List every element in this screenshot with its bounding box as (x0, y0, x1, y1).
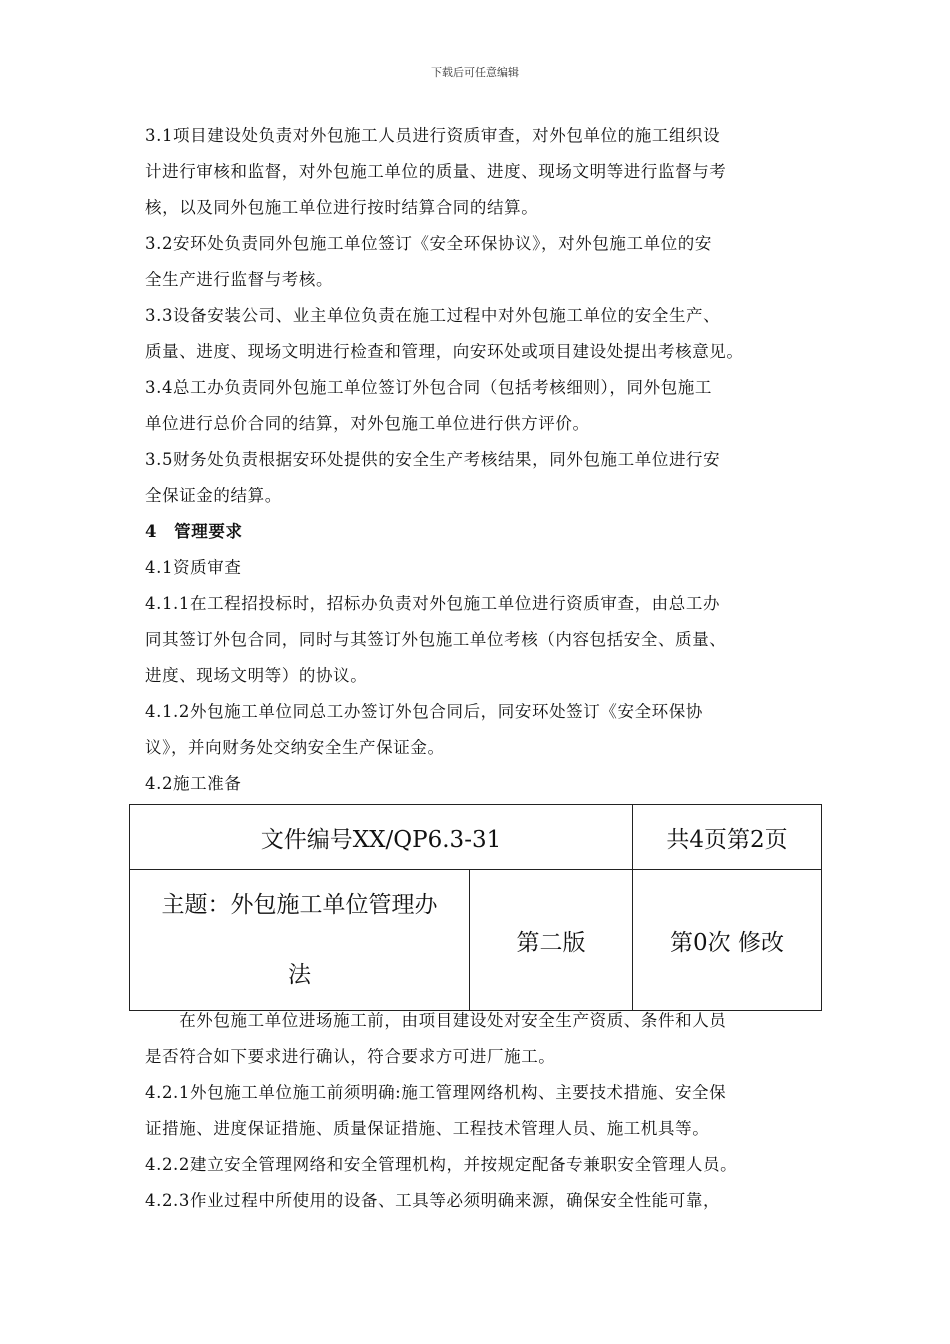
text-line: 3.1项目建设处负责对外包施工人员进行资质审查，对外包单位的施工组织设 (145, 126, 721, 145)
text-line: 在外包施工单位进场施工前，由项目建设处对安全生产资质、条件和人员 (145, 1011, 727, 1030)
file-number-cell: 文件编号XX/QP6.3-31 (130, 805, 633, 870)
text-line: 计进行审核和监督，对外包施工单位的质量、进度、现场文明等进行监督与考 (145, 162, 727, 181)
text-line: 全保证金的结算。 (145, 486, 282, 505)
paragraph-4-1-2 (145, 694, 815, 766)
text-line: 证措施、进度保证措施、质量保证措施、工程技术管理人员、施工机具等。 (145, 1119, 710, 1138)
paragraph-3-2 (145, 226, 815, 298)
text-line: 进度、现场文明等）的协议。 (145, 666, 368, 685)
text-line: 3.5财务处负责根据安环处提供的安全生产考核结果，同外包施工单位进行安 (145, 450, 721, 469)
paragraph-4-1-1 (145, 586, 815, 694)
paragraph-3-3 (145, 298, 815, 370)
paragraph-4-2-2 (145, 1147, 815, 1183)
document-control-table (129, 804, 822, 1011)
page-header-note: 下载后可任意编辑 (431, 66, 519, 79)
paragraph-3-5 (145, 442, 815, 514)
text-line: 同其签订外包合同，同时与其签订外包施工单位考核（内容包括安全、质量、 (145, 630, 727, 649)
paragraph-4-2-1 (145, 1075, 815, 1147)
subject-line: 主题：外包施工单位管理办 (161, 892, 438, 918)
text-line: 3.2安环处负责同外包施工单位签订《安全环保协议》，对外包施工单位的安 (145, 234, 712, 253)
paragraph-4-2-intro (145, 1003, 815, 1075)
paragraph-3-1 (145, 118, 815, 226)
subsection-4-2 (145, 766, 815, 802)
text-line: 4.1.1在工程招投标时，招标办负责对外包施工单位进行资质审查，由总工办 (145, 594, 721, 613)
text-line: 单位进行总价合同的结算，对外包施工单位进行供方评价。 (145, 414, 590, 433)
paragraph-3-4 (145, 370, 815, 442)
page-count-cell: 共4页第2页 (633, 805, 822, 870)
text-line: 4.2.1外包施工单位施工前须明确:施工管理网络机构、主要技术措施、安全保 (145, 1083, 727, 1102)
edition-cell: 第二版 (470, 870, 633, 1011)
text-line: 是否符合如下要求进行确认，符合要求方可进厂施工。 (145, 1047, 556, 1066)
paragraph-4-2-3 (145, 1183, 815, 1219)
subject-line: 法 (288, 962, 311, 988)
subsection-4-1 (145, 550, 815, 586)
text-line: 3.3设备安装公司、业主单位负责在施工过程中对外包施工单位的安全生产、 (145, 306, 721, 325)
revision-cell: 第0次 修改 (633, 870, 822, 1011)
text-line: 4.2.2建立安全管理网络和安全管理机构，并按规定配备专兼职安全管理人员。 (145, 1155, 738, 1174)
subject-cell (130, 870, 470, 1011)
text-line: 4.2施工准备 (145, 774, 242, 793)
text-line: 议》，并向财务处交纳安全生产保证金。 (145, 738, 445, 757)
text-line: 4.2.3作业过程中所使用的设备、工具等必须明确来源，确保安全性能可靠， (145, 1191, 721, 1210)
text-line: 质量、进度、现场文明进行检查和管理，向安环处或项目建设处提出考核意见。 (145, 342, 744, 361)
text-line: 4.1.2外包施工单位同总工办签订外包合同后，同安环处签订《安全环保协 (145, 702, 703, 721)
text-line: 3.4总工办负责同外包施工单位签订外包合同（包括考核细则），同外包施工 (145, 378, 712, 397)
text-line: 全生产进行监督与考核。 (145, 270, 334, 289)
section-heading-4 (145, 514, 815, 550)
text-line: 核，以及同外包施工单位进行按时结算合同的结算。 (145, 198, 539, 217)
text-line: 4.1资质审查 (145, 558, 242, 577)
heading-text: 4 管理要求 (145, 522, 243, 541)
